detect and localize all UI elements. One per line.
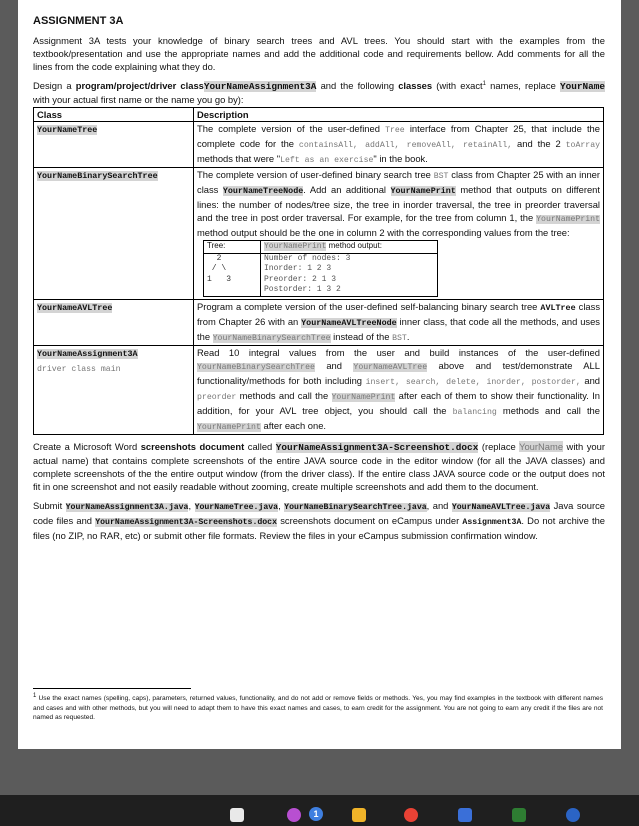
submit-paragraph: Submit YourNameAssignment3A.java, YourNameTree.java, YourNameBinarySearchTree.java, and YourNameAVLTree.java Java source code files and YourNameAssignment3A-Screenshots.docx screenshots document on eCampus under Assignment3A. Do not archive the files (no ZIP, no RAR, etc) or submit other file formats. Review the files in your eCampus submission confirmation window. xyxy=(33,499,606,541)
example-table xyxy=(203,240,438,297)
class-name: YourNameBinarySearchTree xyxy=(37,171,158,181)
class-description: The complete version of the user-defined Tree interface from Chapter 25, that include the complete code for the containsAll, addAll, removeAll, retainAll, and the 2 toArray methods that were "Left as an exercise" in the book. xyxy=(194,122,604,168)
document-page xyxy=(18,0,621,749)
classes-table xyxy=(33,107,604,435)
scrollbar[interactable] xyxy=(630,0,639,795)
class-note: driver class main xyxy=(37,364,121,374)
example-output-header: YourNamePrint method output: xyxy=(261,241,438,254)
intro-paragraph: Assignment 3A tests your knowledge of binary search trees and AVL trees. You should start with the examples from the textbook/presentation and use the appropriate names and add the additional code and requirements bellow. Add comments for all the lines from the code explaining what they do. xyxy=(33,35,605,72)
footnote-divider xyxy=(33,688,191,689)
footnote: $^1$ Use the exact names (spelling, caps), parameters, returned values, functionality, and do not add or remove fields or methods. Yes, you may find examples in the textbook with different names and cases and with other methods, but you will need to adapt them to have this exact names and cases, to earn credit for the assignment. You are not going to earn any credit if the files are not named as requested. xyxy=(33,692,603,721)
class-name: YourNameTree xyxy=(37,125,98,135)
notification-badge: 1 xyxy=(309,807,323,821)
folder-icon[interactable] xyxy=(352,808,366,822)
store-icon[interactable] xyxy=(566,808,580,822)
example-tree-header: Tree: xyxy=(204,241,261,254)
class-description: Program a complete version of the user-defined self-balancing binary search tree AVLTree class from Chapter 26 with an YourNameAVLTreeNode inner class, that code all the methods, and uses the YourNameBinarySearchTree instead of the BST. xyxy=(194,299,604,345)
word-icon[interactable] xyxy=(458,808,472,822)
table-row xyxy=(34,345,604,434)
table-row xyxy=(34,122,604,168)
header-description: Description xyxy=(194,108,604,122)
class-name: YourNameAVLTree xyxy=(37,302,113,313)
example-output: Number of nodes: 3 Inorder: 1 2 3 Preorder: 2 1 3 Postorder: 1 3 2 xyxy=(261,253,438,296)
file-icon[interactable] xyxy=(230,808,244,822)
screenshots-paragraph: Create a Microsoft Word screenshots document called YourNameAssignment3A-Screenshot.docx (replace YourName with your actual name) that contains complete screenshots of the entire JAVA source code in the editor window (for all the JAVA classes) and complete screenshots of the the entire output window (from the driver class). If the entire class JAVA source code or the output does not fit in one screenshot and not easily readable without zooming, create multiple screenshots and add them to the document. xyxy=(33,440,605,492)
excel-icon[interactable] xyxy=(512,808,526,822)
browser-icon[interactable] xyxy=(404,808,418,822)
class-name: YourNameAssignment3A xyxy=(37,348,138,359)
app-icon[interactable] xyxy=(287,808,301,822)
header-class: Class xyxy=(34,108,194,122)
design-paragraph: Design a program/project/driver classYourNameAssignment3A and the following classes (with exact$^1$ names, replace YourName with your actual first name or the name you go by): xyxy=(33,80,605,105)
class-description: Read 10 integral values from the user and build instances of the user-defined YourNameBinarySearchTree and YourNameAVLTree above and test/demonstrate ALL functionality/methods for both including insert, search, delete, inorder, postorder, and preorder methods and call the YourNamePrint after each of them to show their functionality. In addition, for your AVL tree object, you should call the balancing methods and call the YourNamePrint after each one. xyxy=(194,345,604,434)
table-row xyxy=(34,168,604,300)
table-header-row xyxy=(34,108,604,122)
page-title: ASSIGNMENT 3A xyxy=(33,15,124,27)
example-tree: 2 / \ 1 3 xyxy=(204,253,261,296)
table-row xyxy=(34,299,604,345)
class-description: The complete version of user-defined binary search tree BST class from Chapter 25 with an inner class YourNameTreeNode. Add an additional YourNamePrint method that outputs on different lines: the number of nodes/tree size, the tree in inorder traversal, the tree in preorder traversal and the tree in post order traversal. For example, for the tree from column 1, the YourNamePrint method output should be the one in column 2 with the corresponding values from the tree: Tree: YourNamePrint method output: 2 / \ 1 3 Number of nodes: 3 Inorder: 1 2 3 Preorder: 2 1 3 Postorder: 1 3 2 xyxy=(194,168,604,300)
